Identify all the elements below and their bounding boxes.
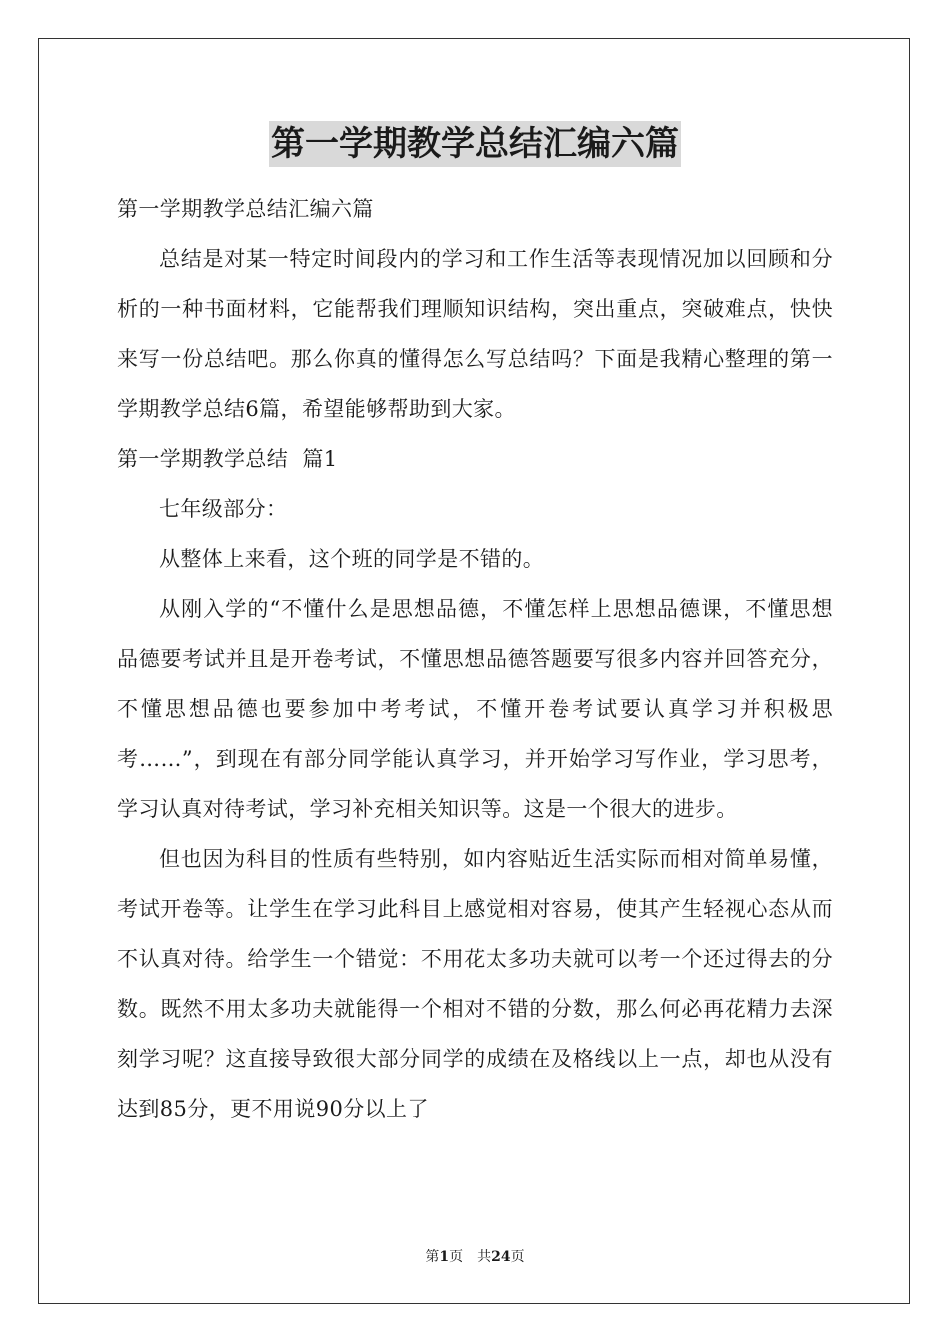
paragraph-overall: 从整体上来看，这个班的同学是不错的。 [159, 547, 545, 571]
paragraph-subject-nature: 但也因为科目的性质有些特别，如内容贴近生活实际而相对简单易懂，考试开卷等。让学生在学习此科目上感觉相对容易，使其产生轻视心态从而不认真对待。给学生一个错觉：不用花太多功夫就可以考一个还过得去的分数。既然不用太多功夫就能得一个相对不错的分数，那么何必再花精力去深刻学习呢？这直接导致很大部分同学的成绩在及格线以上一点，却也从没有达到85分，更不用说90分以上了 [117, 847, 833, 1121]
subtitle: 第一学期教学总结汇编六篇 [117, 197, 374, 221]
title-container [117, 120, 833, 180]
section-heading: 第一学期教学总结 篇1 [117, 447, 338, 471]
paragraph-progress: 从刚入学的“不懂什么是思想品德，不懂怎样上思想品德课，不懂思想品德要考试并且是开卷考试，不懂思想品德答题要写很多内容并回答充分，不懂思想品德也要参加中考考试，不懂开卷考试要认真学习并积极思考……”，到现在有部分同学能认真学习，并开始学习写作业，学习思考，学习认真对待考试，学习补充相关知识等。这是一个很大的进步。 [117, 597, 833, 821]
document-body [117, 120, 833, 1134]
page-current: 1 [439, 1249, 450, 1265]
page-title: 第一学期教学总结汇编六篇 [269, 121, 681, 167]
page-suffix: 页 [449, 1249, 464, 1265]
paragraph-grade-seven: 七年级部分： [159, 497, 288, 521]
total-prefix: 共 [477, 1249, 492, 1265]
page-prefix: 第 [425, 1249, 440, 1265]
page-total: 24 [491, 1249, 511, 1265]
total-suffix: 页 [510, 1249, 525, 1265]
intro-paragraph: 总结是对某一特定时间段内的学习和工作生活等表现情况加以回顾和分析的一种书面材料，它能帮我们理顺知识结构，突出重点，突破难点，快快来写一份总结吧。那么你真的懂得怎么写总结吗？下面是我精心整理的第一学期教学总结6篇，希望能够帮助到大家。 [117, 247, 833, 421]
page-footer [0, 1246, 950, 1266]
